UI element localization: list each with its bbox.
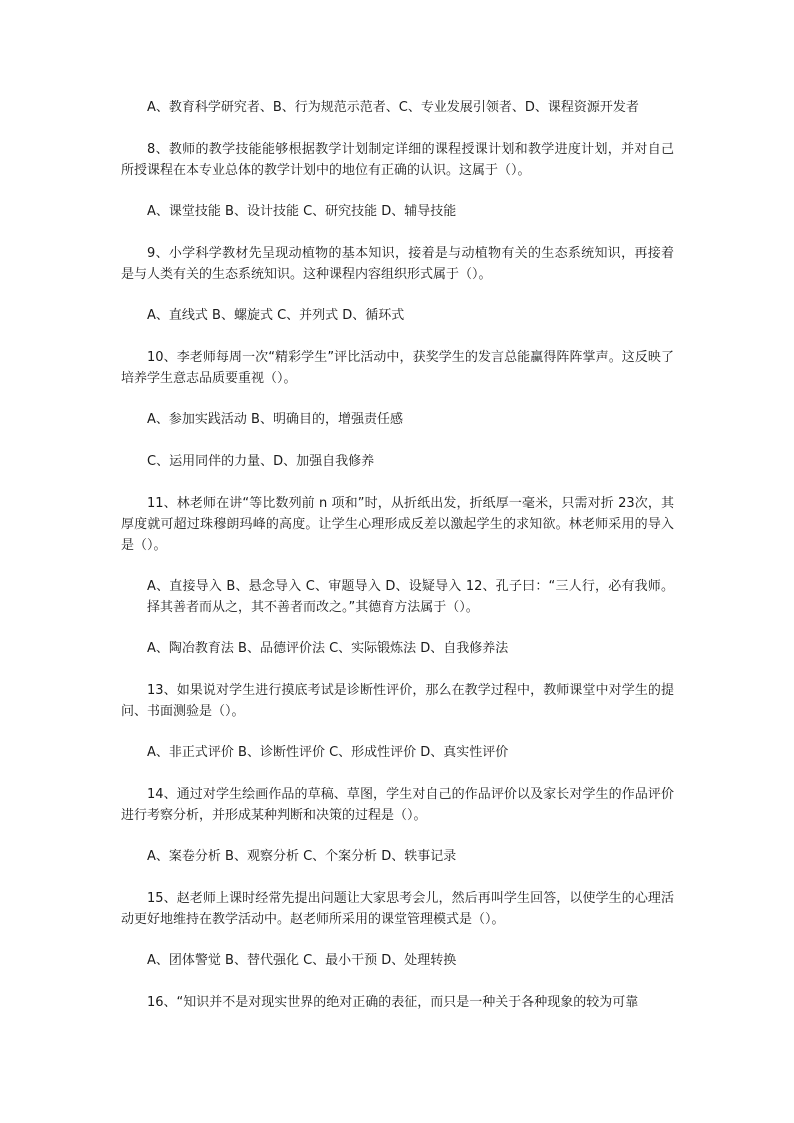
- option-line: A、团体警觉 B、替代强化 C、最小干预 D、处理转换: [147, 953, 457, 968]
- question-13: 13、如果说对学生进行摸底考试是诊断性评价，那么在教学过程中，教师课堂中对学生的提问、书面测验是（）。: [121, 683, 674, 719]
- question-11: 11、林老师在讲“等比数列前 n 项和”时，从折纸出发，折纸厚一毫米，只需对折 23次，其厚度就可超过珠穆朗玛峰的高度。让学生心理形成反差以激起学生的求知欲。林老师采用的导入是（）。: [121, 496, 674, 553]
- option-line: A、课堂技能 B、设计技能 C、研究技能 D、辅导技能: [147, 204, 457, 219]
- question-8: 8、教师的教学技能能够根据教学计划制定详细的课程授课计划和教学进度计划，并对自己所授课程在本专业总体的教学计划中的地位有正确的认识。这属于（）。: [121, 142, 674, 178]
- option-line: A、非正式评价 B、诊断性评价 C、形成性评价 D、真实性评价: [147, 745, 509, 760]
- question-15: 15、赵老师上课时经常先提出问题让大家思考会儿，然后再叫学生回答，以使学生的心理活动更好地维持在教学活动中。赵老师所采用的课堂管理模式是（）。: [121, 891, 674, 927]
- option-line: A、参加实践活动 B、明确目的，增强责任感: [147, 412, 403, 427]
- option-line: A、教育科学研究者、B、行为规范示范者、C、专业发展引领者、D、课程资源开发者: [147, 100, 639, 115]
- option-line: A、案卷分析 B、观察分析 C、个案分析 D、轶事记录: [147, 849, 457, 864]
- question-9: 9、小学科学教材先呈现动植物的基本知识，接着是与动植物有关的生态系统知识，再接着是与人类有关的生态系统知识。这种课程内容组织形式属于（）。: [121, 246, 674, 282]
- option-line: A、直线式 B、螺旋式 C、并列式 D、循环式: [147, 308, 405, 323]
- option-line: C、运用同伴的力量、D、加强自我修养: [147, 454, 375, 469]
- option-line: A、陶冶教育法 B、品德评价法 C、实际锻炼法 D、自我修养法: [147, 641, 509, 656]
- question-10: 10、李老师每周一次“精彩学生”评比活动中，获奖学生的发言总能赢得阵阵掌声。这反映了培养学生意志品质要重视（）。: [121, 350, 674, 386]
- question-16: 16、“知识并不是对现实世界的绝对正确的表征，而只是一种关于各种现象的较为可靠: [147, 995, 639, 1010]
- question-14: 14、通过对学生绘画作品的草稿、草图，学生对自己的作品评价以及家长对学生的作品评价进行考察分析，并形成某种判断和决策的过程是（）。: [121, 787, 674, 823]
- option-line-question-12: A、直接导入 B、悬念导入 C、审题导入 D、设疑导入 12、孔子曰：“三人行，必有我师。择其善者而从之，其不善者而改之。”其德育方法属于（）。: [147, 579, 674, 615]
